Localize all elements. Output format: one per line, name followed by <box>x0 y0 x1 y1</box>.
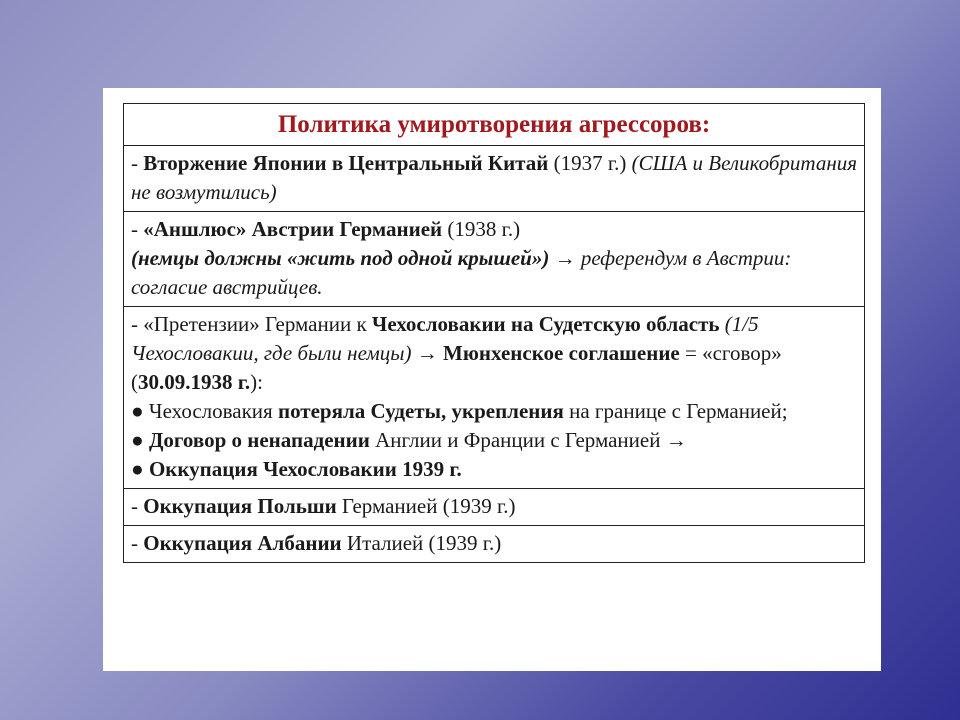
event-note: (США и Великобритания не возмутились) <box>131 151 857 204</box>
event-title: Вторжение Японии в Центральный Китай <box>143 151 549 175</box>
table-row <box>124 212 865 307</box>
row-dash: - <box>131 217 144 241</box>
bullet-item: ● Оккупация Чехословакии 1939 г. <box>131 457 462 481</box>
event-title: Оккупация Албании <box>143 531 342 555</box>
event-note: → референдум в Австрии: согласие австрийцев. <box>131 246 792 299</box>
event-date: 30.09.1938 г. <box>138 370 251 394</box>
row-czechoslovakia <box>124 307 865 489</box>
table-header-row <box>124 104 865 146</box>
row-text: = «сговор» ( <box>131 341 782 394</box>
event-date: (1937 г.) <box>548 151 632 175</box>
appeasement-table <box>123 103 865 563</box>
table-row <box>124 489 865 526</box>
row-dash: - <box>131 531 144 555</box>
row-anschluss <box>124 212 865 307</box>
row-poland <box>124 489 865 526</box>
row-text: Италией (1939 г.) <box>341 531 502 555</box>
event-note: (1/5 Чехословакии, где были немцы) → <box>131 312 759 365</box>
table-row <box>124 146 865 212</box>
table-row <box>124 307 865 489</box>
event-title: Оккупация Польши <box>143 494 337 518</box>
row-albania <box>124 526 865 563</box>
event-title: Чехословакии на Судетскую область <box>371 312 720 336</box>
bullet-item: ● Чехословакия потеряла Судеты, укрепления на границе с Германией; <box>131 399 788 423</box>
row-text: ): <box>250 370 263 394</box>
row-text: Германией (1939 г.) <box>336 494 516 518</box>
table-title: Политика умиротворения агрессоров: <box>124 104 865 146</box>
munich-agreement: Мюнхенское соглашение <box>443 341 680 365</box>
row-japan-china <box>124 146 865 212</box>
bullet-item: ● Договор о ненападении Англии и Франции с Германией → <box>131 428 687 452</box>
row-dash: - <box>131 494 144 518</box>
row-lead-text: - «Претензии» Германии к <box>131 312 372 336</box>
event-note-emphasis: (немцы должны «жить под одной крышей») <box>131 246 550 270</box>
event-title: «Аншлюс» Австрии Германией <box>143 217 443 241</box>
slide-panel <box>103 88 881 671</box>
row-dash: - <box>131 151 144 175</box>
event-date: (1938 г.) <box>442 217 521 241</box>
table-row <box>124 526 865 563</box>
